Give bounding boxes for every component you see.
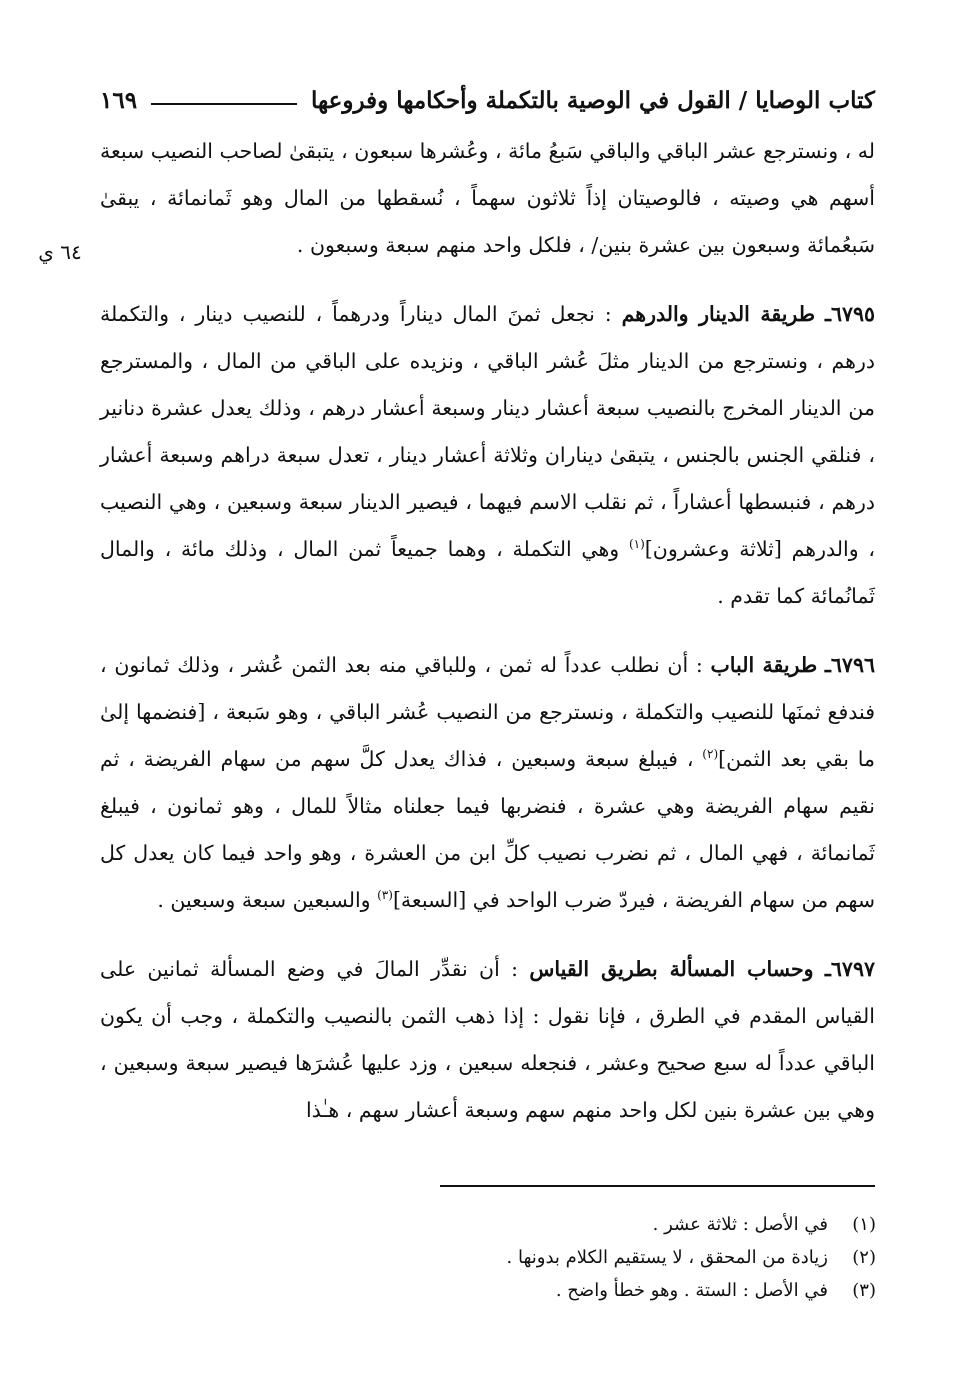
footnote-number: (٢) bbox=[852, 1247, 876, 1268]
footnote-text: في الأصل : الستة . وهو خطأ واضح . bbox=[555, 1280, 828, 1301]
margin-note: ٦٤ ي bbox=[38, 240, 82, 264]
footnote bbox=[176, 1208, 876, 1241]
paragraph-text: له ، ونسترجع عشر الباقي والباقي سَبعُ مائة ، وعُشرها سبعون ، يتبقىٰ لصاحب النصيب سبعة أسهم هي وصيته ، فالوصيتان إذاً ثلاثون سهماً ، نُسقطها من المال وهو ثَمانمائة ، يبقىٰ سَبعُمائة وسبعون بين عشرة بنين/ ، فلكل واحد منهم سبعة وسبعون . bbox=[99, 139, 875, 257]
paragraph-number: ٦٧٩٥ـ bbox=[824, 302, 875, 326]
body-text bbox=[100, 128, 875, 1134]
paragraph-text-after: وهي التكملة ، وهما جميعاً ثمن المال ، وذلك مائة ، والمال ثَمانُمائة كما تقدم . bbox=[100, 537, 875, 608]
footnote-rule bbox=[440, 1185, 875, 1187]
paragraph-text-after: والسبعين سبعة وسبعين . bbox=[157, 888, 371, 912]
paragraph-text-after: ، فيبلغ سبعة وسبعين ، فذاك يعدل كلَّ سهم من سهام الفريضة ، ثم نقيم سهام الفريضة وهي عشرة ، فنضربها فيما جعلناه مثالاً للمال ، وهو ثمانون ، فيبلغ ثَمانمائة ، فهي المال ، ثم نضرب نصيب كلِّ ابن من العشرة ، وهو واحد فيما كان يعدل كل سهم من سهام الفريضة ، فيردّ ضرب الواحد في [السبعة] bbox=[100, 747, 875, 912]
paragraph-6797 bbox=[100, 946, 875, 1134]
paragraph-title: وحساب المسألة بطريق القياس bbox=[529, 957, 814, 981]
footnotes bbox=[176, 1208, 876, 1307]
footnote-number: (١) bbox=[852, 1214, 876, 1235]
paragraph-6796 bbox=[100, 642, 875, 924]
footnote-ref: (٢) bbox=[702, 747, 719, 762]
footnote-text: في الأصل : ثلاثة عشر . bbox=[652, 1214, 828, 1235]
footnote-ref: (٣) bbox=[377, 888, 393, 903]
header-title: كتاب الوصايا / القول في الوصية بالتكملة وأحكامها وفروعها bbox=[311, 86, 875, 114]
footnote bbox=[176, 1241, 876, 1274]
paragraph-number: ٦٧٩٧ـ bbox=[824, 957, 875, 981]
footnote bbox=[176, 1274, 876, 1307]
paragraph-text: : نجعل ثمنَ المال ديناراً ودرهماً ، للنصيب دينار ، والتكملة درهم ، ونسترجع من الدينار مثلَ عُشر الباقي ، ونزيده على الباقي من المال ، والمسترجع من الدينار المخرج بالنصيب سبعة أعشار دينار وسبعة أعشار درهم ، وذلك يعدل عشرة دنانير ، فنلقي الجنس بالجنس ، يتبقىٰ ديناران وثلاثة أعشار دينار ، تعدل سبعة دراهم وسبعة أعشار درهم ، فنبسطها أعشاراً ، ثم نقلب الاسم فيهما ، فيصير الدينار سبعة وسبعين ، وهي النصيب ، والدرهم [ثلاثة وعشرون] bbox=[100, 302, 875, 561]
footnote-number: (٣) bbox=[852, 1280, 876, 1301]
paragraph-text: : أن نقدِّر المالَ في وضع المسألة ثمانين على القياس المقدم في الطرق ، فإنا نقول : إذا ذهب الثمن بالنصيب والتكملة ، وجب أن يكون الباقي عدداً له سبع صحيح وعشر ، فنجعله سبعين ، وزد عليها عُشرَها فيصير سبعة وسبعين ، وهي بين عشرة بنين لكل واحد منهم سهم وسبعة أعشار سهم ، هـٰذا bbox=[100, 957, 875, 1122]
paragraph-text: : أن نطلب عدداً له ثمن ، وللباقي منه بعد الثمن عُشر ، وذلك ثمانون ، فندفع ثمنَها للنصيب والتكملة ، ونسترجع من النصيب عُشر الباقي ، وهو سَبعة ، [فنضمها إلىٰ ما بقي بعد الثمن] bbox=[100, 653, 875, 771]
footnote-text: زيادة من المحقق ، لا يستقيم الكلام بدونها . bbox=[506, 1247, 828, 1268]
header-rule bbox=[151, 103, 297, 105]
running-header bbox=[100, 82, 875, 118]
paragraph-continuation bbox=[100, 128, 875, 269]
footnote-ref: (١) bbox=[628, 537, 645, 552]
paragraph-title: طريقة الباب bbox=[710, 653, 818, 677]
page-number: ١٦٩ bbox=[100, 86, 138, 114]
paragraph-6795 bbox=[100, 291, 875, 620]
paragraph-title: طريقة الدينار والدرهم bbox=[621, 302, 816, 326]
paragraph-number: ٦٧٩٦ـ bbox=[824, 653, 875, 677]
